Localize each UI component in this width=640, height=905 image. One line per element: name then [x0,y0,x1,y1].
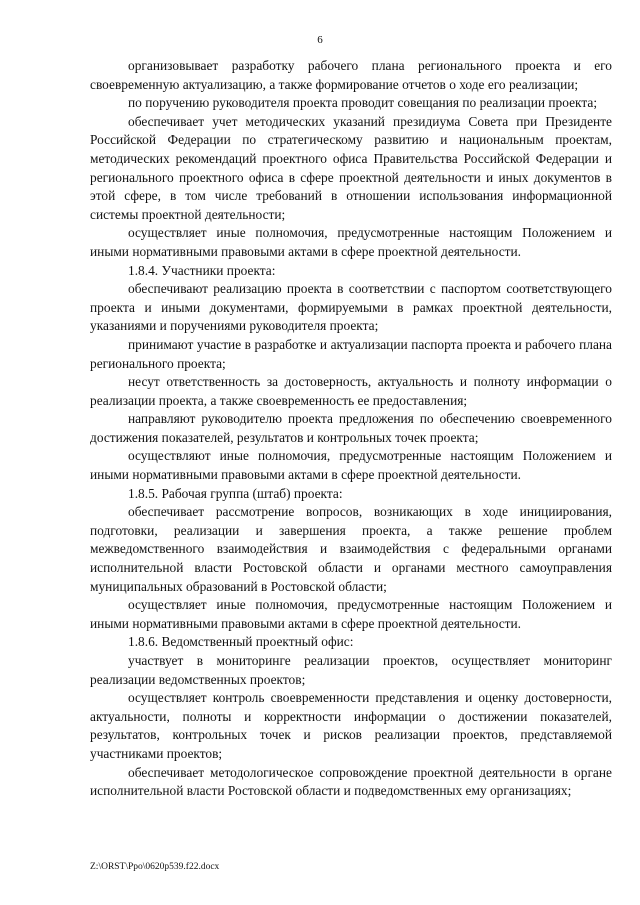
paragraph: обеспечивает методологическое сопровождение проектной деятельности в органе исполнительной власти Ростовской области и подведомственных ему организациях; [90,764,612,799]
paragraph: осуществляет иные полномочия, предусмотренные настоящим Положением и иными нормативными правовыми актами в сфере проектной деятельности. [90,225,612,259]
section-heading: 1.8.6. Ведомственный проектный офис: [128,634,354,650]
paragraph: по поручению руководителя проекта проводит совещания по реализации проекта; [128,95,598,111]
paragraph: организовывает разработку рабочего плана регионального проекта и его своевременную актуализацию, а также формирование отчетов о ходе его реализации; [90,58,612,92]
section-heading: 1.8.5. Рабочая группа (штаб) проекта: [128,485,343,501]
paragraph: обеспечивает рассмотрение вопросов, возникающих в ходе инициирования, подготовки, реализации и завершения проекта, а также решение проблем межведомственного взаимодействия и взаимодействия с федеральными органами исполнительной власти Ростовской области и органами местного самоуправления муниципальных образований в Ростовской области; [90,504,612,594]
paragraph: участвует в мониторинге реализации проектов, осуществляет мониторинг реализации ведомственных проектов; [90,653,612,687]
paragraph: принимают участие в разработке и актуализации паспорта проекта и рабочего плана регионального проекта; [90,336,612,371]
section-heading: 1.8.4. Участники проекта: [128,262,276,278]
page-number: 6 [317,34,323,46]
paragraph: обеспечивают реализацию проекта в соответствии с паспортом соответствующего проекта и иными документами, формируемыми в рамках проектной деятельности, указаниями и поручениями руководителя проекта; [90,281,612,334]
paragraph: осуществляют иные полномочия, предусмотренные настоящим Положением и иными нормативными правовыми актами в сфере проектной деятельности. [90,448,612,483]
paragraph: направляют руководителю проекта предложения по обеспечению своевременного достижения показателей, результатов и контрольных точек проекта; [90,411,612,445]
paragraph: осуществляет контроль своевременности представления и оценку достоверности, актуальности, полноты и корректности информации о достижении показателей, результатов, контрольных точек и рисков реализации проектов, представляемой участниками проектов; [90,690,612,761]
document-body [90,57,612,801]
paragraph: обеспечивает учет методических указаний президиума Совета при Президенте Российской Федерации по стратегическому развитию и национальным проектам, методических рекомендаций проектного офиса Правительства Российской Федерации и регионального проектного офиса в сфере проектной деятельности и иных документов в этой сфере, в том числе требований в отношении использования информационной системы проектной деятельности; [90,113,612,222]
paragraph: несут ответственность за достоверность, актуальность и полноту информации о реализации проекта, а также своевременность ее предоставления; [90,374,612,408]
paragraph: осуществляет иные полномочия, предусмотренные настоящим Положением и иными нормативными правовыми актами в сфере проектной деятельности. [90,597,612,631]
footer-file-path: Z:\ORST\Ppo\0620p539.f22.docx [90,862,220,872]
